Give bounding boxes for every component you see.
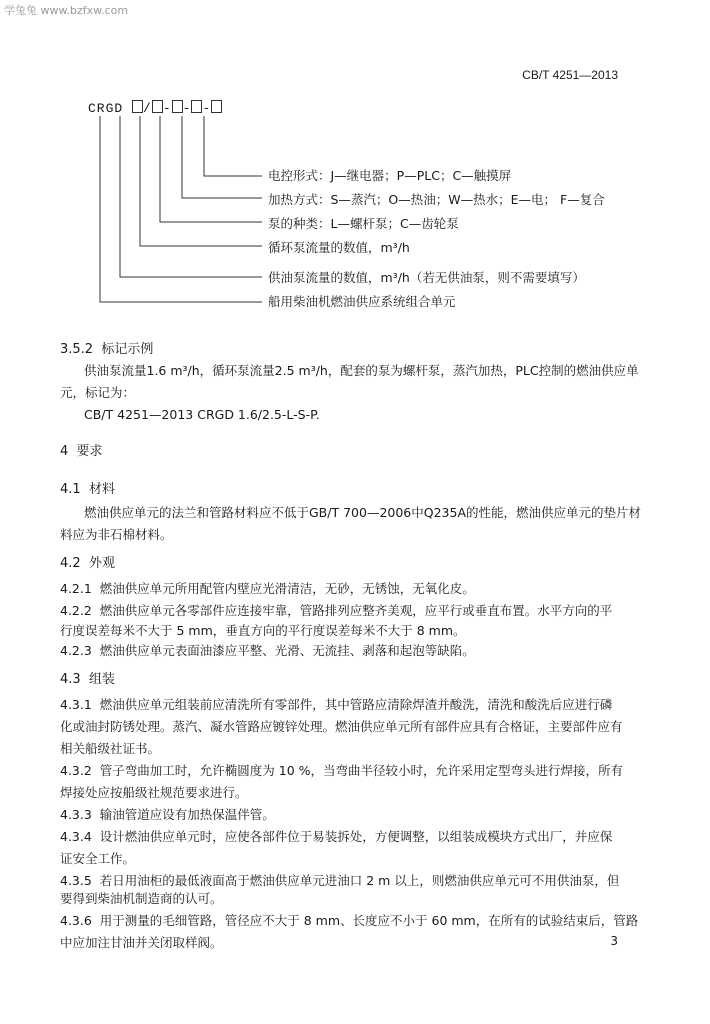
clause-text: 燃油供应单元所用配管内壁应光滑清洁，无砂，无锈蚀，无氧化皮。: [99, 581, 475, 596]
section-4-1-heading: [60, 478, 115, 497]
section-3-5-2-body-line1: 供油泵流量1.6 m³/h，循环泵流量2.5 m³/h，配套的泵为螺杆泵，蒸汽加热，PLC控制的燃油供应单: [84, 363, 639, 378]
clause-text: 若日用油柜的最低液面高于燃油供应单元进油口 2 m 以上，则燃油供应单元可不用供油泵，但: [99, 873, 620, 888]
clause-4-3-4-cont: 证安全工作。: [60, 851, 136, 866]
section-title: 材料: [88, 482, 115, 497]
section-number: 4.1: [60, 482, 81, 497]
page-number: 3: [610, 934, 618, 948]
clause-number: 4.2.3: [60, 643, 92, 658]
section-number: 3.5.2: [60, 342, 94, 357]
clause-number: 4.2.2: [60, 603, 92, 618]
section-4-1-line2: 料应为非石棉材料。: [60, 527, 173, 542]
clause-number: 4.3.2: [60, 763, 92, 778]
section-title: 组装: [88, 672, 115, 687]
clause-number: 4.3.4: [60, 829, 92, 844]
clause-4-3-6-cont: 中应加注甘油并关闭取样阀。: [60, 935, 223, 950]
section-4-3-heading: [60, 668, 115, 687]
clause-text: 燃油供应单元组装前应清洗所有零部件，其中管路应清除焊渣并酸洗，清洗和酸洗后应进行磷: [99, 697, 613, 712]
clause-text: 设计燃油供应单元时，应使各部件位于易装拆处，方便调整，以组装成模块方式出厂，并应保: [99, 829, 613, 844]
clause-4-3-2-cont: 焊接处应按船级社规范要求进行。: [60, 785, 248, 800]
clause-text: 管子弯曲加工时，允许椭圆度为 10 %，当弯曲半径较小时，允许采用定型弯头进行焊接，所有: [99, 763, 623, 778]
clause-text: 燃油供应单元表面油漆应平整、光滑、无流挂、剥落和起泡等缺陷。: [99, 643, 475, 658]
clause-4-3-4: [60, 826, 612, 848]
clause-4-3-2: [60, 760, 623, 782]
clause-number: 4.3.3: [60, 807, 92, 822]
section-4-heading: [60, 440, 103, 459]
clause-text: 输油管道应设有加热保温伴管。: [99, 807, 275, 822]
diagram-label-circulation-flow: 循环泵流量的数值，m³/h: [268, 240, 410, 255]
section-4-2-heading: [60, 552, 115, 571]
clause-4-3-1-cont1: 化或油封防锈处理。蒸汽、凝水管路应镀锌处理。燃油供应单元所有部件应具有合格证，主要部件应有: [60, 719, 623, 734]
clause-4-3-3: [60, 804, 275, 826]
clause-text: 用于测量的毛细管路，管径应不大于 8 mm、长度应不小于 60 mm，在所有的试验结束后，管路: [99, 913, 639, 928]
section-number: 4.2: [60, 556, 81, 571]
code-sep-1: /: [143, 101, 152, 116]
clause-number: 4.3.1: [60, 697, 92, 712]
code-sep-4: -: [202, 101, 212, 116]
section-3-5-2-heading: [60, 338, 153, 357]
clause-4-2-2: [60, 600, 612, 622]
section-3-5-2-body-line2: 元，标记为：: [60, 385, 136, 400]
clause-4-2-1: [60, 578, 475, 600]
section-title: 标记示例: [101, 342, 154, 357]
diagram-label-control: 电控形式：J—继电器；P—PLC；C—触摸屏: [268, 168, 512, 183]
clause-4-3-1: [60, 694, 612, 716]
clause-4-2-2-cont: 行度误差每米不大于 5 mm，垂直方向的平行度误差每米不大于 8 mm。: [60, 623, 466, 638]
standard-number-header: CB/T 4251—2013: [522, 68, 618, 82]
section-number: 4: [60, 444, 69, 459]
code-sep-3: -: [182, 101, 192, 116]
section-number: 4.3: [60, 672, 81, 687]
clause-number: 4.2.1: [60, 581, 92, 596]
section-title: 外观: [88, 556, 115, 571]
code-sep-2: -: [162, 101, 172, 116]
code-prefix: CRGD: [88, 101, 124, 116]
diagram-label-heating: 加热方式：S—蒸汽；O—热油；W—热水；E—电； F—复合: [268, 192, 605, 207]
clause-4-3-5-cont: 要得到柴油机制造商的认可。: [60, 891, 223, 906]
section-4-1-line1: 燃油供应单元的法兰和管路材料应不低于GB/T 700—2006中Q235A的性能，燃油供应单元的垫片材: [84, 505, 642, 520]
clause-text: 燃油供应单元各零部件应连接牢靠，管路排列应整齐美观，应平行或垂直布置。水平方向的平: [99, 603, 613, 618]
designation-example: CB/T 4251—2013 CRGD 1.6/2.5-L-S-P.: [84, 407, 320, 422]
diagram-label-pump-type: 泵的种类：L—螺杆泵；C—齿轮泵: [268, 216, 459, 231]
watermark: 学兔兔 www.bzfxw.com: [4, 4, 129, 17]
clause-4-2-3: [60, 640, 475, 662]
clause-4-3-6: [60, 910, 638, 932]
diagram-label-unit: 船用柴油机燃油供应系统组合单元: [268, 294, 456, 309]
clause-number: 4.3.6: [60, 913, 92, 928]
section-title: 要求: [76, 444, 103, 459]
clause-4-3-1-cont2: 相关船级社证书。: [60, 741, 161, 756]
clause-number: 4.3.5: [60, 873, 92, 888]
diagram-label-supply-flow: 供油泵流量的数值，m³/h（若无供油泵，则不需要填写）: [268, 270, 585, 285]
